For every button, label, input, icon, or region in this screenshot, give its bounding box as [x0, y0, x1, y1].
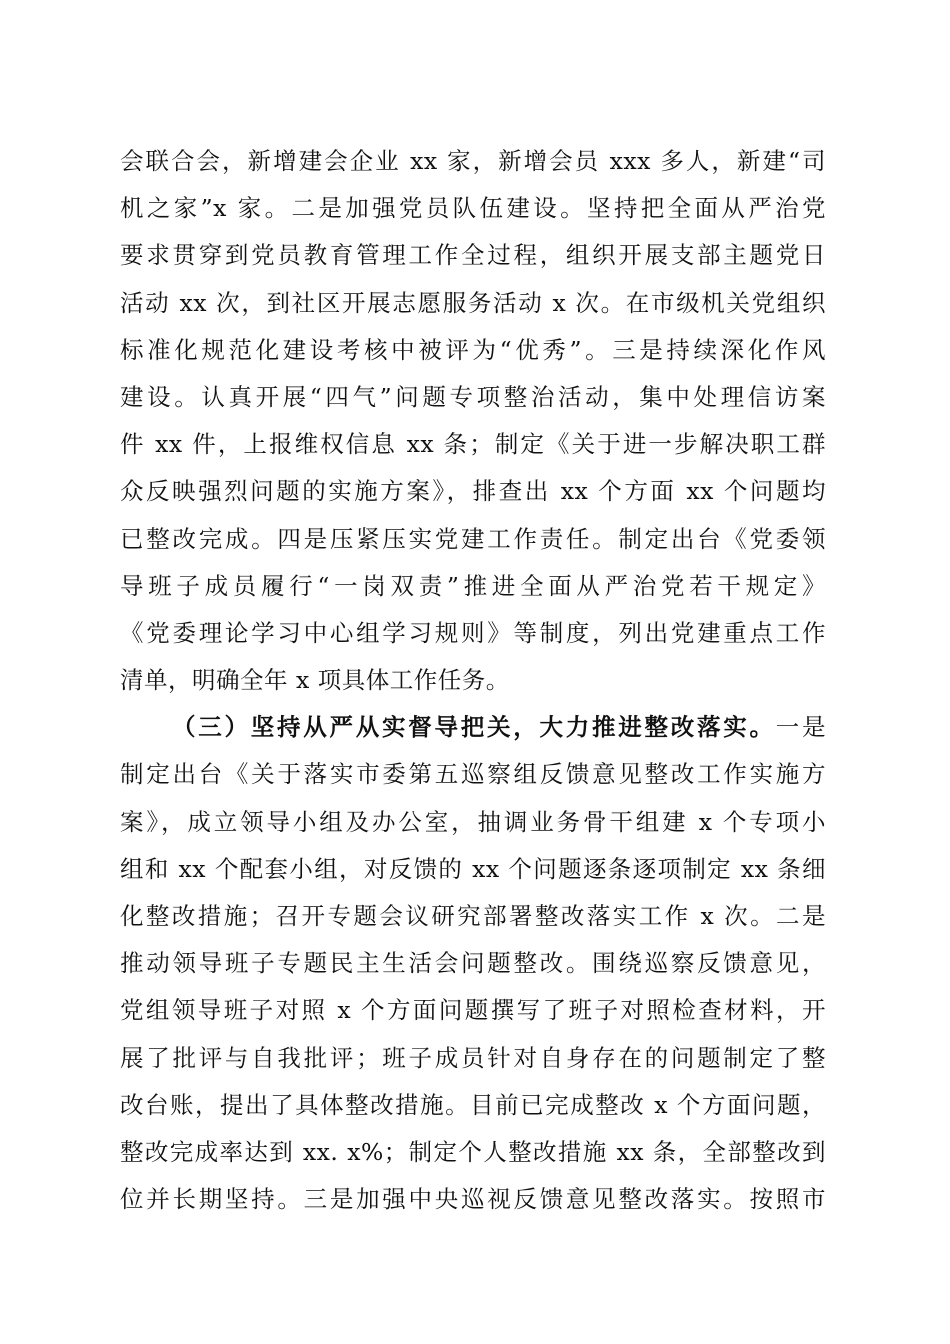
text-line: 整改完成率达到 xx. x%；制定个人整改措施 xx 条，全部整改到 — [120, 1137, 826, 1166]
text-line: 会联合会，新增建会企业 xx 家，新增会员 xxx 多人，新建“司 — [120, 147, 826, 175]
text-line: 已整改完成。四是压紧压实党建工作责任。制定出台《党委领 — [120, 524, 826, 553]
text-line: 建设。认真开展“四气”问题专项整治活动，集中处理信访案 — [120, 382, 826, 411]
section-3-first-line — [120, 704, 826, 751]
paragraph-continued — [120, 138, 826, 1223]
text-line: 展了批评与自我批评；班子成员针对自身存在的问题制定了整 — [120, 1043, 826, 1072]
section-3-first-line-tail: 一是 — [775, 713, 826, 742]
text-line: 标准化规范化建设考核中被评为“优秀”。三是持续深化作风 — [120, 335, 826, 364]
text-line: 推动领导班子专题民主生活会问题整改。围绕巡察反馈意见， — [120, 949, 826, 978]
text-line: 要求贯穿到党员教育管理工作全过程，组织开展支部主题党日 — [120, 241, 826, 270]
text-line: 组和 xx 个配套小组，对反馈的 xx 个问题逐条逐项制定 xx 条细 — [120, 854, 826, 883]
text-line: 清单，明确全年 x 项具体工作任务。 — [120, 666, 510, 695]
text-line: 化整改措施；召开专题会议研究部署整改落实工作 x 次。二是 — [120, 902, 826, 930]
text-line: 党组领导班子对照 x 个方面问题撰写了班子对照检查材料，开 — [120, 996, 826, 1025]
text-line: 改台账，提出了具体整改措施。目前已完成整改 x 个方面问题， — [120, 1090, 826, 1119]
text-line: 导班子成员履行“一岗双责”推进全面从严治党若干规定》 — [120, 571, 826, 600]
text-line: 件 xx 件，上报维权信息 xx 条；制定《关于进一步解决职工群 — [120, 430, 826, 459]
text-line: 《党委理论学习中心组学习规则》等制度，列出党建重点工作 — [120, 618, 826, 647]
text-line: 案》，成立领导小组及办公室，抽调业务骨干组建 x 个专项小 — [120, 807, 826, 836]
text-line: 众反映强烈问题的实施方案》，排查出 xx 个方面 xx 个问题均 — [120, 477, 826, 506]
text-line: 制定出台《关于落实市委第五巡察组反馈意见整改工作实施方 — [120, 760, 826, 789]
text-line: 位并长期坚持。三是加强中央巡视反馈意见整改落实。按照市 — [120, 1185, 826, 1214]
text-line: 活动 xx 次，到社区开展志愿服务活动 x 次。在市级机关党组织 — [120, 288, 826, 317]
section-3-heading: （三）坚持从严从实督导把关，大力推进整改落实。 — [172, 713, 776, 742]
text-line: 机之家”x 家。二是加强党员队伍建设。坚持把全面从严治党 — [120, 194, 826, 223]
